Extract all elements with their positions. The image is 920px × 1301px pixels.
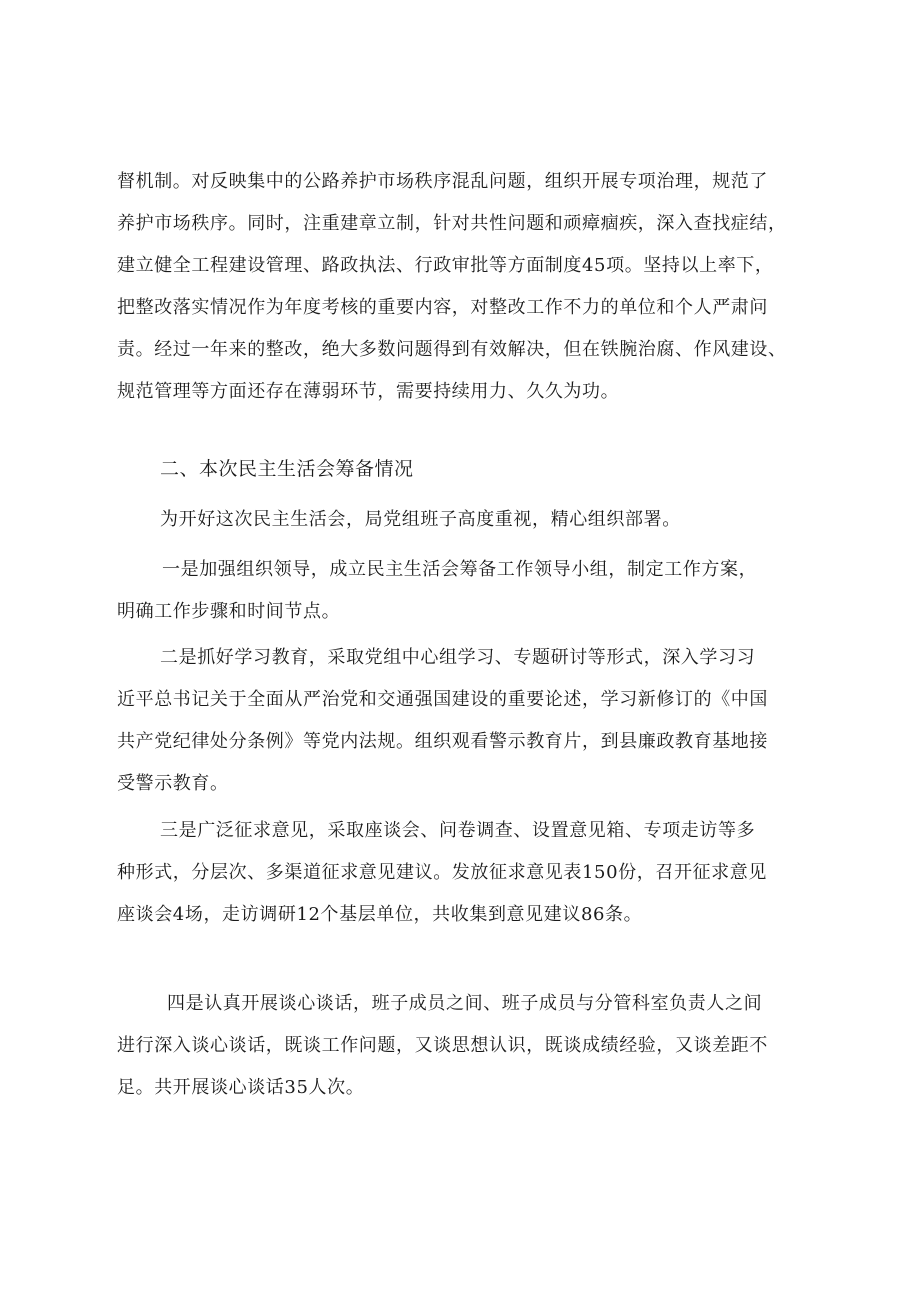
paragraph-item-1 <box>117 549 823 633</box>
text-line: 共产党纪律处分条例》等党内法规。组织观看警示教育片，到县廉政教育基地接 <box>117 731 768 752</box>
text-line: 种形式，分层次、多渠道征求意见建议。发放征求意见表150份，召开征求意见 <box>117 862 767 883</box>
text-line: 一是加强组织领导，成立民主生活会筹备工作领导小组，制定工作方案， <box>162 559 758 580</box>
text-line: 四是认真开展谈心谈话，班子成员之间、班子成员与分管科室负责人之间 <box>167 993 763 1014</box>
text-line: 把整改落实情况作为年度考核的重要内容，对整改工作不力的单位和个人严肃问 <box>117 297 768 318</box>
text-line: 督机制。对反映集中的公路养护市场秩序混乱问题，组织开展专项治理，规范了 <box>117 171 768 192</box>
text-line: 受警示教育。 <box>117 773 229 794</box>
paragraph-item-4 <box>117 983 823 1109</box>
paragraph-item-2 <box>117 637 823 805</box>
text-line: 责。经过一年来的整改，绝大多数问题得到有效解决，但在铁腕治腐、作风建设、 <box>117 339 787 360</box>
text-line: 规范管理等方面还存在薄弱环节，需要持续用力、久久为功。 <box>117 381 620 402</box>
text-line: 为开好这次民主生活会，局党组班子高度重视，精心组织部署。 <box>160 509 681 530</box>
text-line: 明确工作步骤和时间节点。 <box>117 601 341 622</box>
text-line: 三是广泛征求意见，采取座谈会、问卷调查、设置意见箱、专项走访等多 <box>160 820 756 841</box>
text-line: 二是抓好学习教育，采取党组中心组学习、专题研讨等形式，深入学习习 <box>160 647 756 668</box>
text-line: 养护市场秩序。同时，注重建章立制，针对共性问题和顽瘴痼疾，深入查找症结， <box>117 213 787 234</box>
text-line: 进行深入谈心谈话，既谈工作问题，又谈思想认识，既谈成绩经验，又谈差距不 <box>117 1035 768 1056</box>
text-line: 足。共开展谈心谈话35人次。 <box>117 1077 365 1098</box>
section-heading: 二、本次民主生活会筹备情况 <box>160 458 414 480</box>
paragraph-item-3 <box>117 810 823 936</box>
paragraph-rectification-summary <box>117 161 823 413</box>
text-line: 建立健全工程建设管理、路政执法、行政审批等方面制度45项。坚持以上率下， <box>117 255 774 276</box>
paragraph-intro <box>160 499 823 541</box>
text-line: 近平总书记关于全面从严治党和交通强国建设的重要论述，学习新修订的《中国 <box>117 689 768 710</box>
text-line: 座谈会4场，走访调研12个基层单位，共收集到意见建议86条。 <box>117 904 643 925</box>
